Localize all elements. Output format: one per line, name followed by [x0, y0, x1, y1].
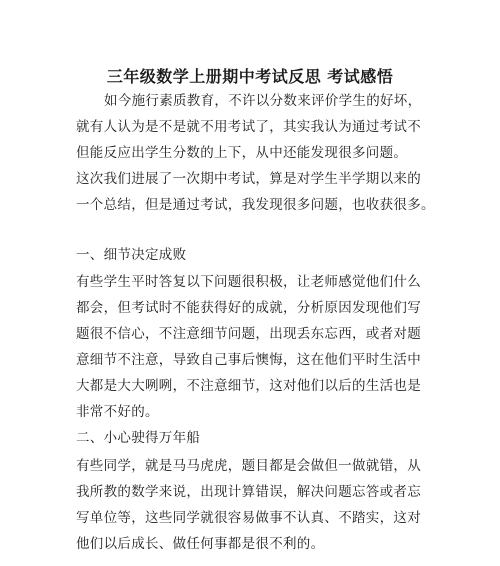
paragraph-line: 有些学生平时答复以下问题很积极，让老师感觉他们什么 — [76, 274, 421, 290]
paragraph-line: 意细节不注意，导致自己事后懊悔，这在他们平时生活中 — [76, 352, 421, 368]
paragraph-line: 他们以后成长、做任何事都是很不利的。 — [76, 536, 325, 552]
intro-line: 如今施行素质教育，不许以分数来评价学生的好坏， — [104, 93, 422, 109]
paragraph-line: 都会，但考试时不能获得好的成就，分析原因发现他们写 — [76, 300, 421, 316]
intro-line: 就有人认为是不是就不用考试了，其实我认为通过考试不 — [76, 119, 421, 135]
intro-line: 但能反应出学生分数的上下，从中还能发现很多问题。 — [76, 145, 408, 161]
bottom-fade — [0, 552, 500, 566]
paragraph-line: 有些同学，就是马马虎虎，题目都是会做但一做就错，从 — [76, 458, 421, 474]
document-title: 三年级数学上册期中考试反思 考试感悟 — [106, 67, 394, 86]
intro-line: 一个总结，但是通过考试，我发现很多问题，也收获很多。 — [76, 197, 435, 213]
section-heading: 一、细节决定成败 — [76, 247, 187, 263]
paragraph-line: 写单位等，这些同学就很容易做事不认真、不踏实，这对 — [76, 510, 421, 526]
paragraph-line: 非常不好的。 — [76, 404, 159, 420]
paragraph-line: 题很不信心，不注意细节问题，出现丢东忘西，或者对题 — [76, 326, 421, 342]
intro-line: 这次我们进展了一次期中考试，算是对学生半学期以来的 — [76, 171, 421, 187]
paragraph-line: 大都是大大咧咧，不注意细节，这对他们以后的生活也是 — [76, 378, 421, 394]
section-heading: 二、小心驶得万年船 — [76, 430, 201, 446]
paragraph-line: 我所教的数学来说，出现计算错误，解决问题忘答或者忘 — [76, 484, 421, 500]
